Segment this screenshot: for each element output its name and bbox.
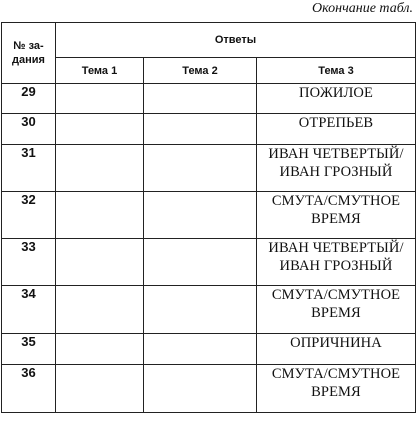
topic-2-cell	[144, 334, 257, 365]
topic-3-answer: СМУТА/СМУТНОЕ ВРЕМЯ	[257, 286, 416, 334]
topics-header-row	[2, 58, 416, 84]
task-number: 31	[2, 145, 56, 192]
table-row	[2, 145, 416, 192]
topic-2-cell	[144, 84, 257, 114]
topic-2-cell	[144, 192, 257, 239]
topic-2-header: Тема 2	[144, 58, 257, 84]
task-number: 33	[2, 239, 56, 286]
task-number: 36	[2, 365, 56, 413]
topic-3-answer: ОТРЕПЬЕВ	[257, 114, 416, 145]
task-number: 30	[2, 114, 56, 145]
table-row	[2, 365, 416, 413]
topic-3-answer: ОПРИЧНИНА	[257, 334, 416, 365]
answers-table	[1, 22, 416, 413]
table-row	[2, 239, 416, 286]
topic-1-cell	[56, 239, 144, 286]
topic-3-answer: СМУТА/СМУТНОЕ ВРЕМЯ	[257, 365, 416, 413]
table-caption: Окончание табл.	[312, 1, 413, 16]
topic-3-header: Тема 3	[257, 58, 416, 84]
topic-2-cell	[144, 239, 257, 286]
topic-1-cell	[56, 145, 144, 192]
table-row	[2, 286, 416, 334]
task-number: 29	[2, 84, 56, 114]
topic-2-cell	[144, 286, 257, 334]
topic-1-cell	[56, 365, 144, 413]
topic-3-answer: ПОЖИЛОЕ	[257, 84, 416, 114]
topic-1-cell	[56, 192, 144, 239]
header-row	[2, 23, 416, 58]
task-number: 34	[2, 286, 56, 334]
task-number-header: № за- дания	[2, 23, 56, 84]
topic-1-cell	[56, 84, 144, 114]
topic-3-answer: СМУТА/СМУТНОЕ ВРЕМЯ	[257, 192, 416, 239]
task-number: 32	[2, 192, 56, 239]
topic-1-cell	[56, 114, 144, 145]
topic-3-answer: ИВАН ЧЕТВЕРТЫЙ/ ИВАН ГРОЗНЫЙ	[257, 145, 416, 192]
topic-1-cell	[56, 334, 144, 365]
table-row	[2, 84, 416, 114]
table-row	[2, 192, 416, 239]
topic-1-cell	[56, 286, 144, 334]
table-row	[2, 334, 416, 365]
task-number: 35	[2, 334, 56, 365]
topic-2-cell	[144, 114, 257, 145]
topic-3-answer: ИВАН ЧЕТВЕРТЫЙ/ ИВАН ГРОЗНЫЙ	[257, 239, 416, 286]
topic-2-cell	[144, 145, 257, 192]
answers-header: Ответы	[56, 23, 416, 58]
topic-1-header: Тема 1	[56, 58, 144, 84]
table-row	[2, 114, 416, 145]
topic-2-cell	[144, 365, 257, 413]
